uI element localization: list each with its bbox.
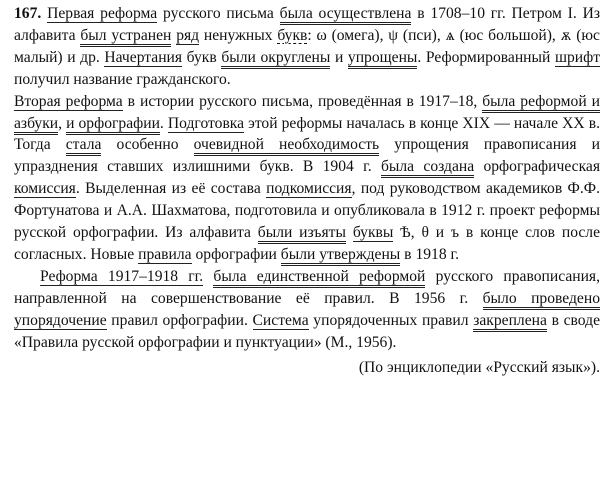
text: , под руководством академиков Ф.Ф. Фортунатова и А.А. Шахматова, подготовила и опубликовала в 1912 г. проект реформы русской орфографии. Из алфавита <box>14 180 600 242</box>
text: в 1918 г. <box>400 245 460 263</box>
predicate-was-reform-alphabet: была реформой и азбуки <box>14 93 600 135</box>
text: букв <box>182 48 222 66</box>
predicate-were-rounded: были округлены <box>221 49 330 69</box>
subject-first-reform: Первая реформа <box>47 5 158 22</box>
text: в 1708–10 гг. Петром I. Из алфавита <box>14 5 600 44</box>
exercise-number: 167. <box>14 5 42 22</box>
subject-commission: комиссия <box>14 180 76 198</box>
predicate-were-removed: были изъяты <box>258 224 346 244</box>
predicate-was-carried-out: была осуществлена <box>280 5 412 25</box>
predicate-fixed: закреплена <box>473 312 547 332</box>
subject-rules: правила <box>138 245 192 263</box>
predicate-was-removed: был устранен <box>80 27 171 47</box>
text: . <box>159 114 168 132</box>
text: русского письма <box>157 5 280 22</box>
text: упрощения правописания и упразднения ставших излишними букв. В 1904 г. <box>14 136 600 176</box>
source-citation: (По энциклопедии «Русский язык»). <box>358 358 600 376</box>
text: этой реформы началась в конце XIX — начале XX в. Тогда <box>14 114 601 154</box>
subject-subcommission: подкомиссия <box>266 180 352 198</box>
predicate-simplified: упрощены <box>348 49 418 69</box>
predicate-was-only-reform: была единственной реформой <box>213 268 425 288</box>
text <box>346 224 353 241</box>
subject-second-reform: Вторая реформа <box>14 92 123 110</box>
paragraph-1 <box>14 3 600 91</box>
predicate-were-approved: были утверждены <box>281 246 401 266</box>
subject-reform-1917-1918: Реформа 1917–1918 гг. <box>40 267 204 285</box>
text: орфографическая <box>474 158 601 176</box>
subject-letters: буквы <box>352 224 394 242</box>
subject-system: Система <box>252 311 309 329</box>
subject-font: шрифт <box>554 48 601 66</box>
paragraph-2 <box>14 91 600 266</box>
text: . Выделенная из её состава <box>75 180 267 198</box>
predicate-was-carried-out-1956: было проведено <box>483 290 600 310</box>
text: ненужных <box>199 26 278 44</box>
subject-row: ряд <box>176 26 200 44</box>
text: . Реформированный <box>417 48 555 66</box>
subject-obvious-necessity: очевидной необходимость <box>194 136 380 156</box>
text: Ѣ, θ и ъ в конце слов после согласных. Новые <box>14 224 600 263</box>
predicate-was-created: была создана <box>381 158 474 178</box>
text: орфографии <box>191 245 281 263</box>
subject-preparation: Подготовка <box>167 114 245 132</box>
text: , <box>58 114 67 132</box>
subject-shapes: Начертания <box>104 48 183 66</box>
text: русского правописания, направленной на совершенствование её правил. В 1956 г. <box>14 267 601 307</box>
subject-ordering: упорядочение <box>14 311 107 329</box>
predicate-and-orthography: и орфографии <box>66 115 160 135</box>
text <box>203 268 213 285</box>
text: особенно <box>101 136 194 154</box>
text: в своде «Правила русской орфографии и пунктуации» (М., 1956). <box>14 311 600 351</box>
object-letters: букв <box>277 26 308 44</box>
text: упорядоченных правил <box>308 311 474 329</box>
paragraph-3 <box>14 266 600 354</box>
text: получил название гражданского. <box>14 70 231 88</box>
text: : ω (омега), ψ (пси), ѧ (юс большой), ѫ (юс малый) и др. <box>14 26 600 66</box>
predicate-became: стала <box>66 136 102 156</box>
text: правил орфографии. <box>106 311 253 329</box>
text: и <box>330 48 348 66</box>
text: в истории русского письма, проведённая в 1917–18, <box>122 92 483 110</box>
